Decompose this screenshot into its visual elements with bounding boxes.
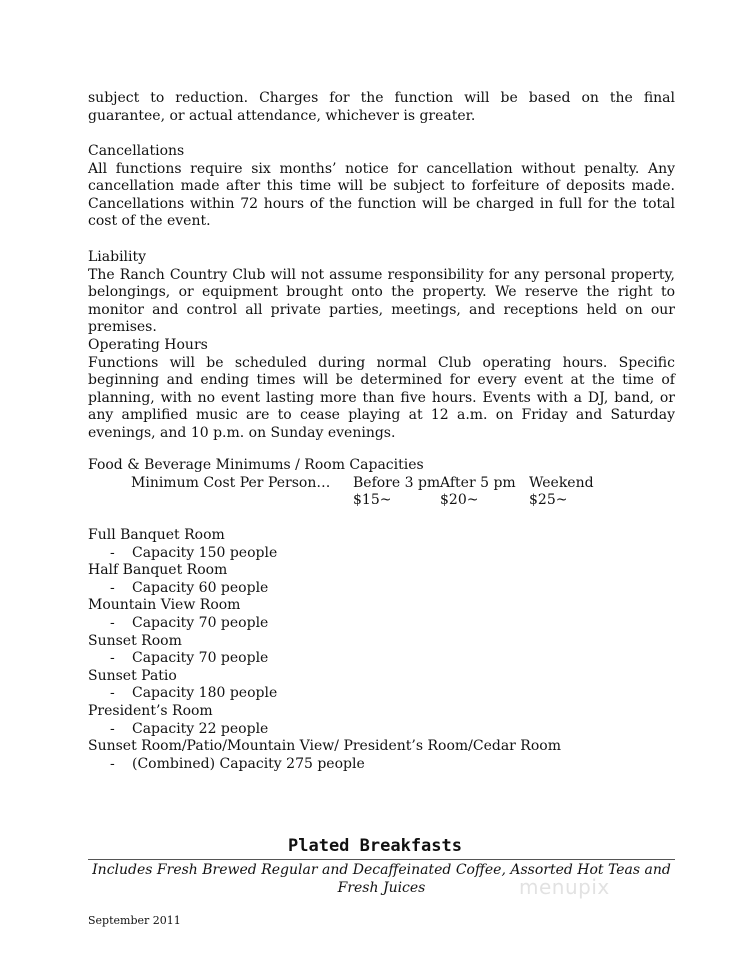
room-capacity bbox=[88, 685, 688, 703]
footer-date: September 2011 bbox=[88, 914, 181, 927]
menupix-watermark: menupix bbox=[519, 875, 610, 899]
plated-breakfasts-subtitle: Includes Fresh Brewed Regular and Decaffeinated Coffee, Assorted Hot Teas and Fresh Juices bbox=[92, 862, 671, 896]
room-name: Sunset Room bbox=[88, 632, 182, 649]
dash-bullet: - bbox=[110, 685, 115, 702]
dash-bullet: - bbox=[110, 579, 115, 596]
room-capacity-text: Capacity 150 people bbox=[132, 544, 278, 561]
food-beverage-heading: Food & Beverage Minimums / Room Capacities bbox=[88, 457, 424, 473]
price-after-5pm: $20~ bbox=[440, 492, 479, 508]
room-capacity-text: Capacity 22 people bbox=[132, 720, 269, 737]
cancellations-text: All functions require six months’ notice for cancellation without penalty. Any cancellation made after this time will be subject to forfeiture of deposits made. Cancellations within 72 hours of the function will be charged in full for the total cost of the event. bbox=[88, 160, 675, 230]
liability-text: The Ranch Country Club will not assume responsibility for any personal property, belongings, or equipment brought onto the property. We reserve the right to monitor and control all private parties, meetings, and receptions held on our premises. bbox=[88, 266, 675, 336]
room-name: Half Banquet Room bbox=[88, 562, 228, 579]
room-capacity-text: Capacity 180 people bbox=[132, 685, 278, 702]
price-before-3pm: $15~ bbox=[353, 492, 392, 508]
room-name: Full Banquet Room bbox=[88, 527, 225, 543]
dash-bullet: - bbox=[110, 544, 115, 561]
period-weekend: Weekend bbox=[529, 475, 594, 491]
min-cost-label: Minimum Cost Per Person… bbox=[131, 475, 331, 491]
dash-bullet: - bbox=[110, 720, 115, 737]
room-name: Sunset Patio bbox=[88, 667, 177, 684]
period-before-3pm: Before 3 pm bbox=[353, 475, 441, 491]
room-capacity-text: Capacity 70 people bbox=[132, 614, 269, 631]
room-capacity bbox=[88, 580, 688, 598]
period-after-5pm: After 5 pm bbox=[440, 475, 516, 491]
room-capacity-list bbox=[88, 527, 688, 773]
liability-section bbox=[88, 249, 675, 337]
operating-hours-heading: Operating Hours bbox=[88, 337, 208, 353]
intro-text: subject to reduction. Charges for the function will be based on the final guarantee, or actual attendance, whichever is greater. bbox=[88, 90, 675, 124]
dash-bullet: - bbox=[110, 755, 115, 772]
intro-paragraph bbox=[88, 90, 675, 125]
room-capacity bbox=[88, 756, 688, 774]
room-capacity-text: (Combined) Capacity 275 people bbox=[132, 755, 365, 772]
room-name: Mountain View Room bbox=[88, 597, 241, 614]
liability-heading: Liability bbox=[88, 249, 147, 265]
operating-hours-text: Functions will be scheduled during normal Club operating hours. Specific beginning and ending times will be determined for every event at the time of planning, with no event lasting more than five hours. Events with a DJ, band, or any amplified music are to cease playing at 12 a.m. on Friday and Saturday evenings, and 10 p.m. on Sunday evenings. bbox=[88, 354, 675, 441]
room-capacity-text: Capacity 60 people bbox=[132, 579, 269, 596]
room-name: President’s Room bbox=[88, 702, 213, 719]
room-capacity-text: Capacity 70 people bbox=[132, 650, 269, 667]
price-weekend: $25~ bbox=[529, 492, 568, 508]
cancellations-section bbox=[88, 143, 675, 231]
dash-bullet: - bbox=[110, 614, 115, 631]
room-name: Sunset Room/Patio/Mountain View/ President’s Room/Cedar Room bbox=[88, 738, 561, 755]
plated-breakfasts-title: Plated Breakfasts bbox=[288, 836, 462, 856]
operating-hours-section bbox=[88, 337, 675, 443]
room-capacity bbox=[88, 650, 688, 668]
room-capacity bbox=[88, 545, 688, 563]
dash-bullet: - bbox=[110, 650, 115, 667]
cancellations-heading: Cancellations bbox=[88, 143, 185, 159]
room-capacity bbox=[88, 615, 688, 633]
section-divider bbox=[88, 859, 675, 860]
room-capacity bbox=[88, 721, 688, 739]
